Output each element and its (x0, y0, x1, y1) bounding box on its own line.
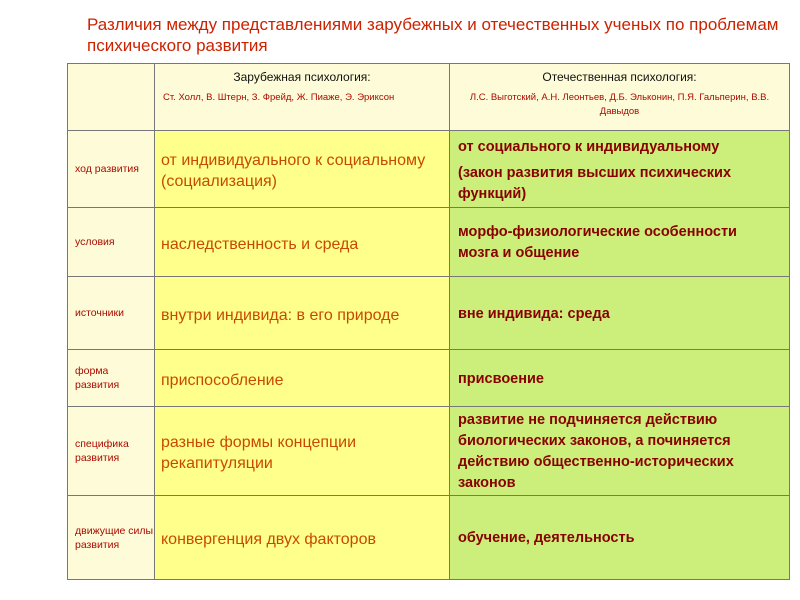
domestic-text: от социального к индивидуальному (458, 139, 720, 155)
comparison-table (67, 63, 790, 580)
domestic-cell (450, 350, 789, 406)
row-label-text: условия (75, 236, 115, 248)
foreign-text: конвергенция двух факторов (161, 531, 376, 548)
header-domestic (450, 64, 789, 130)
row-label (68, 350, 154, 406)
domestic-text: обучение, деятельность (458, 530, 635, 546)
table-corner (68, 64, 154, 130)
row-label-text: форма развития (75, 365, 120, 391)
foreign-text: разные формы концепции рекапитуляции (161, 434, 357, 472)
header-domestic-names: Л.С. Выготский, А.Н. Леонтьев, Д.Б. Эльконин, П.Я. Гальперин, В.В. Давыдов (469, 92, 770, 117)
foreign-cell (155, 131, 449, 207)
domestic-cell (450, 208, 789, 276)
foreign-cell (155, 277, 449, 349)
row-label (68, 496, 154, 579)
domestic-cell (450, 407, 789, 495)
foreign-cell (155, 496, 449, 579)
domestic-text: морфо-физиологические особенности мозга и общение (458, 224, 737, 261)
header-foreign-names: Ст. Холл, В. Штерн, З. Фрейд, Ж. Пиаже, Э. Эриксон (163, 92, 395, 103)
domestic-text: присвоение (458, 370, 544, 387)
row-label (68, 131, 154, 207)
row-label (68, 277, 154, 349)
foreign-text: от индивидуального к социальному (социализация) (161, 152, 426, 190)
foreign-cell (155, 350, 449, 406)
domestic-extra-text: (закон развития высших психических функций) (458, 165, 732, 202)
foreign-text: приспособление (161, 371, 284, 389)
row-label (68, 208, 154, 276)
domestic-cell (450, 496, 789, 579)
foreign-text: наследственность и среда (161, 235, 359, 253)
header-foreign (155, 64, 449, 130)
domestic-cell (450, 277, 789, 349)
slide-title: Различия между представлениями зарубежных и отечественных ученых по проблемам психического развития (87, 15, 779, 55)
header-foreign-title: Зарубежная психология: (233, 70, 371, 84)
foreign-cell (155, 407, 449, 495)
domestic-text: развитие не подчиняется действию биологических законов, а починяется действию общественно-исторических законов (458, 412, 734, 491)
domestic-cell (450, 131, 789, 207)
row-label-text: специфика развития (75, 438, 129, 464)
row-label (68, 407, 154, 495)
row-label-text: движущие силы развития (75, 524, 154, 551)
domestic-text: вне индивида: среда (458, 305, 610, 322)
row-label-text: ход развития (75, 163, 139, 175)
header-domestic-title: Отечественная психология: (542, 70, 697, 84)
row-label-text: источники (75, 307, 125, 319)
foreign-cell (155, 208, 449, 276)
foreign-text: внутри индивида: в его природе (161, 306, 400, 324)
